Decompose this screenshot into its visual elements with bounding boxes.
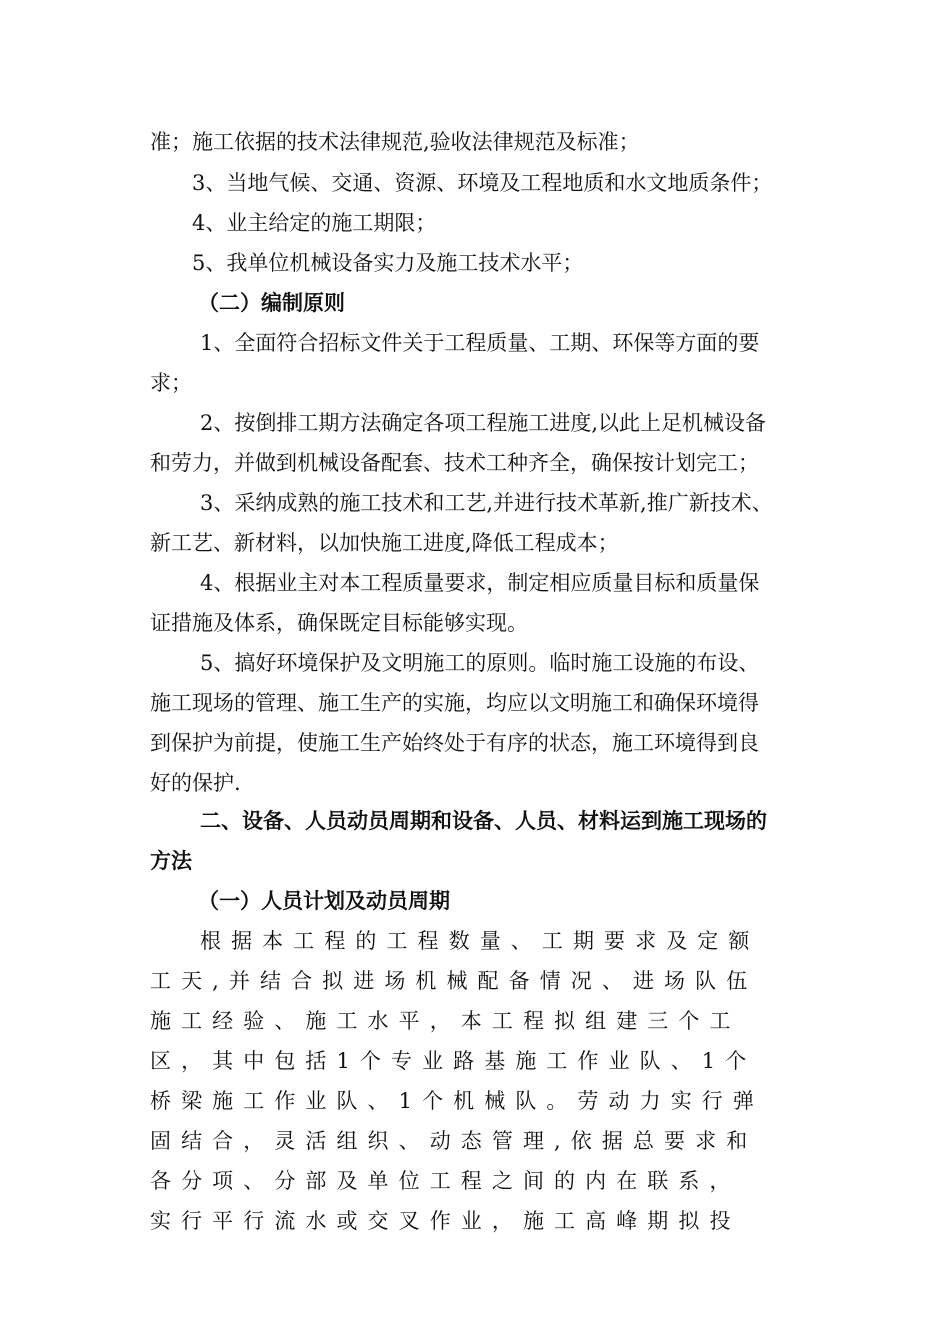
text-line: 好的保护. (150, 771, 241, 795)
text-line: 求； (150, 371, 192, 395)
text-line: 证措施及体系，确保既定目标能够实现。 (150, 611, 528, 635)
text-line: 3、当地气候、交通、资源、环境及工程地质和水文地质条件； (192, 171, 773, 195)
text-line: 4、根据业主对本工程质量要求，制定相应质量目标和质量保 (200, 571, 760, 595)
text-line: 5、我单位机械设备实力及施工技术水平； (192, 251, 584, 275)
chapter-heading: 二、设备、人员动员周期和设备、人员、材料运到施工现场的 (200, 808, 767, 833)
chapter-heading-continued: 方法 (150, 848, 192, 873)
text-line: 桥梁施工作业队、1个机械队。劳动力实行弹 (150, 1089, 764, 1113)
text-line: 施工现场的管理、施工生产的实施，均应以文明施工和确保环境得 (150, 691, 759, 715)
text-line: 4、业主给定的施工期限； (192, 211, 437, 235)
text-line: 工天,并结合拟进场机械配备情况、进场队伍 (150, 969, 758, 993)
text-line: 新工艺、新材料，以加快施工进度,降低工程成本； (150, 531, 619, 555)
text-line: 和劳力，并做到机械设备配套、技术工种齐全，确保按计划完工； (150, 451, 759, 475)
text-line: 固结合，灵活组织、动态管理,依据总要求和 (150, 1129, 758, 1153)
text-line: 5、搞好环境保护及文明施工的原则。临时施工设施的布设、 (200, 651, 760, 675)
text-line: 到保护为前提，使施工生产始终处于有序的状态，施工环境得到良 (150, 731, 759, 755)
text-line: 准；施工依据的技术法律规范,验收法律规范及标准； (150, 130, 640, 154)
text-line: 施工经验、施工水平，本工程拟组建三个工 (150, 1009, 741, 1033)
section-heading: （一）人员计划及动员周期 (198, 888, 450, 913)
text-line: 3、采纳成熟的施工技术和工艺,并进行技术革新,推广新技术、 (200, 491, 773, 515)
text-line: 实行平行流水或交叉作业，施工高峰期拟投 (150, 1209, 741, 1233)
text-line: 各分项、分部及单位工程之间的内在联系， (150, 1169, 741, 1193)
text-line: 2、按倒排工期方法确定各项工程施工进度,以此上足机械设备 (200, 411, 767, 435)
section-heading: （二）编制原则 (198, 290, 345, 315)
text-line: 区，其中包括1个专业路基施工作业队、1个 (150, 1049, 757, 1073)
text-line: 根据本工程的工程数量、工期要求及定额 (200, 929, 760, 953)
text-line: 1、全面符合招标文件关于工程质量、工期、环保等方面的要 (200, 331, 760, 355)
